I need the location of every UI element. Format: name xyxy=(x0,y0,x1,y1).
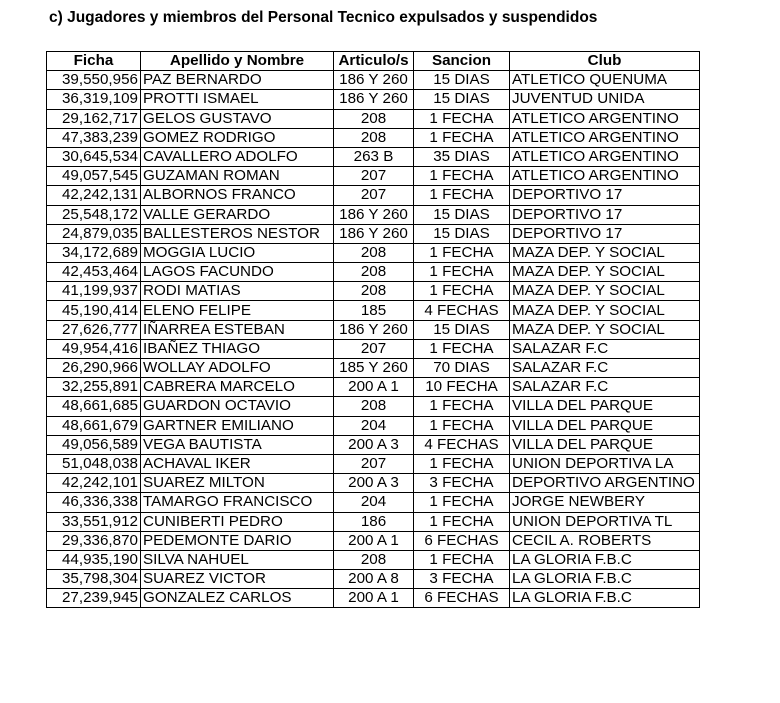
articulo-cell: 207 xyxy=(334,454,414,473)
club-cell: VILLA DEL PARQUE xyxy=(510,416,700,435)
sancion-cell: 35 DIAS xyxy=(414,147,510,166)
articulo-cell: 208 xyxy=(334,397,414,416)
section-title: c) Jugadores y miembros del Personal Tecnico expulsados y suspendidos xyxy=(49,9,598,26)
club-cell: CECIL A. ROBERTS xyxy=(510,531,700,550)
club-cell: MAZA DEP. Y SOCIAL xyxy=(510,263,700,282)
sancion-cell: 1 FECHA xyxy=(414,186,510,205)
name-cell: CUNIBERTI PEDRO xyxy=(141,512,334,531)
articulo-cell: 186 Y 260 xyxy=(334,205,414,224)
name-cell: SUAREZ MILTON xyxy=(141,474,334,493)
name-cell: GOMEZ RODRIGO xyxy=(141,128,334,147)
ficha-cell: 41,199,937 xyxy=(47,282,141,301)
club-cell: JORGE NEWBERY xyxy=(510,493,700,512)
ficha-cell: 49,954,416 xyxy=(47,339,141,358)
articulo-cell: 186 Y 260 xyxy=(334,90,414,109)
table-row xyxy=(47,589,700,608)
sancion-cell: 1 FECHA xyxy=(414,167,510,186)
club-cell: UNION DEPORTIVA TL xyxy=(510,512,700,531)
articulo-cell: 200 A 3 xyxy=(334,435,414,454)
articulo-cell: 207 xyxy=(334,339,414,358)
club-cell: ATLETICO ARGENTINO xyxy=(510,128,700,147)
club-cell: ATLETICO QUENUMA xyxy=(510,71,700,90)
name-cell: IÑARREA ESTEBAN xyxy=(141,320,334,339)
club-cell: SALAZAR F.C xyxy=(510,378,700,397)
club-cell: MAZA DEP. Y SOCIAL xyxy=(510,320,700,339)
table-row xyxy=(47,186,700,205)
club-cell: SALAZAR F.C xyxy=(510,339,700,358)
ficha-cell: 42,242,101 xyxy=(47,474,141,493)
ficha-cell: 36,319,109 xyxy=(47,90,141,109)
club-cell: ATLETICO ARGENTINO xyxy=(510,147,700,166)
ficha-cell: 42,453,464 xyxy=(47,263,141,282)
ficha-cell: 33,551,912 xyxy=(47,512,141,531)
name-cell: CAVALLERO ADOLFO xyxy=(141,147,334,166)
ficha-cell: 27,626,777 xyxy=(47,320,141,339)
sancion-cell: 1 FECHA xyxy=(414,512,510,531)
header-ficha: Ficha xyxy=(47,52,141,71)
sancion-cell: 1 FECHA xyxy=(414,243,510,262)
table-row xyxy=(47,570,700,589)
articulo-cell: 263 B xyxy=(334,147,414,166)
ficha-cell: 42,242,131 xyxy=(47,186,141,205)
sancion-cell: 4 FECHAS xyxy=(414,301,510,320)
ficha-cell: 45,190,414 xyxy=(47,301,141,320)
suspensions-table xyxy=(46,51,700,608)
ficha-cell: 47,383,239 xyxy=(47,128,141,147)
sancion-cell: 15 DIAS xyxy=(414,224,510,243)
name-cell: GUARDON OCTAVIO xyxy=(141,397,334,416)
sancion-cell: 1 FECHA xyxy=(414,493,510,512)
articulo-cell: 186 Y 260 xyxy=(334,320,414,339)
articulo-cell: 208 xyxy=(334,128,414,147)
table-row xyxy=(47,359,700,378)
name-cell: SUAREZ VICTOR xyxy=(141,570,334,589)
ficha-cell: 29,336,870 xyxy=(47,531,141,550)
table-row xyxy=(47,493,700,512)
name-cell: WOLLAY ADOLFO xyxy=(141,359,334,378)
sancion-cell: 1 FECHA xyxy=(414,282,510,301)
club-cell: DEPORTIVO 17 xyxy=(510,186,700,205)
ficha-cell: 49,057,545 xyxy=(47,167,141,186)
name-cell: RODI MATIAS xyxy=(141,282,334,301)
club-cell: MAZA DEP. Y SOCIAL xyxy=(510,243,700,262)
articulo-cell: 208 xyxy=(334,243,414,262)
sancion-cell: 4 FECHAS xyxy=(414,435,510,454)
articulo-cell: 207 xyxy=(334,167,414,186)
table-row xyxy=(47,224,700,243)
name-cell: MOGGIA LUCIO xyxy=(141,243,334,262)
table-row xyxy=(47,531,700,550)
club-cell: JUVENTUD UNIDA xyxy=(510,90,700,109)
articulo-cell: 208 xyxy=(334,109,414,128)
table-row xyxy=(47,147,700,166)
table-row xyxy=(47,282,700,301)
sancion-cell: 1 FECHA xyxy=(414,416,510,435)
name-cell: SILVA NAHUEL xyxy=(141,550,334,569)
ficha-cell: 24,879,035 xyxy=(47,224,141,243)
articulo-cell: 185 xyxy=(334,301,414,320)
articulo-cell: 186 Y 260 xyxy=(334,71,414,90)
table-body xyxy=(47,71,700,608)
table-row xyxy=(47,71,700,90)
sancion-cell: 15 DIAS xyxy=(414,71,510,90)
sancion-cell: 10 FECHA xyxy=(414,378,510,397)
articulo-cell: 186 xyxy=(334,512,414,531)
sancion-cell: 6 FECHAS xyxy=(414,589,510,608)
table-row xyxy=(47,243,700,262)
sancion-cell: 6 FECHAS xyxy=(414,531,510,550)
articulo-cell: 208 xyxy=(334,282,414,301)
club-cell: LA GLORIA F.B.C xyxy=(510,589,700,608)
name-cell: ACHAVAL IKER xyxy=(141,454,334,473)
articulo-cell: 185 Y 260 xyxy=(334,359,414,378)
ficha-cell: 49,056,589 xyxy=(47,435,141,454)
sancion-cell: 3 FECHA xyxy=(414,570,510,589)
name-cell: GUZAMAN ROMAN xyxy=(141,167,334,186)
club-cell: UNION DEPORTIVA LA xyxy=(510,454,700,473)
table-row xyxy=(47,205,700,224)
table-row xyxy=(47,109,700,128)
sancion-cell: 1 FECHA xyxy=(414,454,510,473)
ficha-cell: 48,661,679 xyxy=(47,416,141,435)
sancion-cell: 1 FECHA xyxy=(414,397,510,416)
club-cell: DEPORTIVO 17 xyxy=(510,205,700,224)
table-row xyxy=(47,550,700,569)
ficha-cell: 35,798,304 xyxy=(47,570,141,589)
sancion-cell: 1 FECHA xyxy=(414,263,510,282)
club-cell: SALAZAR F.C xyxy=(510,359,700,378)
ficha-cell: 25,548,172 xyxy=(47,205,141,224)
club-cell: ATLETICO ARGENTINO xyxy=(510,109,700,128)
name-cell: ELENO FELIPE xyxy=(141,301,334,320)
table-row xyxy=(47,454,700,473)
sancion-cell: 1 FECHA xyxy=(414,109,510,128)
club-cell: DEPORTIVO 17 xyxy=(510,224,700,243)
name-cell: GELOS GUSTAVO xyxy=(141,109,334,128)
table-row xyxy=(47,474,700,493)
name-cell: LAGOS FACUNDO xyxy=(141,263,334,282)
ficha-cell: 44,935,190 xyxy=(47,550,141,569)
articulo-cell: 200 A 1 xyxy=(334,589,414,608)
articulo-cell: 204 xyxy=(334,416,414,435)
name-cell: PAZ BERNARDO xyxy=(141,71,334,90)
articulo-cell: 200 A 8 xyxy=(334,570,414,589)
table-row xyxy=(47,128,700,147)
club-cell: MAZA DEP. Y SOCIAL xyxy=(510,301,700,320)
sancion-cell: 15 DIAS xyxy=(414,320,510,339)
header-articulos: Articulo/s xyxy=(334,52,414,71)
articulo-cell: 200 A 3 xyxy=(334,474,414,493)
ficha-cell: 34,172,689 xyxy=(47,243,141,262)
table-row xyxy=(47,167,700,186)
name-cell: GARTNER EMILIANO xyxy=(141,416,334,435)
name-cell: CABRERA MARCELO xyxy=(141,378,334,397)
table-row xyxy=(47,416,700,435)
ficha-cell: 26,290,966 xyxy=(47,359,141,378)
name-cell: TAMARGO FRANCISCO xyxy=(141,493,334,512)
club-cell: ATLETICO ARGENTINO xyxy=(510,167,700,186)
name-cell: IBAÑEZ THIAGO xyxy=(141,339,334,358)
club-cell: VILLA DEL PARQUE xyxy=(510,435,700,454)
name-cell: VEGA BAUTISTA xyxy=(141,435,334,454)
articulo-cell: 207 xyxy=(334,186,414,205)
table-row xyxy=(47,263,700,282)
table-row xyxy=(47,301,700,320)
header-row xyxy=(47,52,700,71)
ficha-cell: 27,239,945 xyxy=(47,589,141,608)
ficha-cell: 48,661,685 xyxy=(47,397,141,416)
sancion-cell: 15 DIAS xyxy=(414,205,510,224)
name-cell: VALLE GERARDO xyxy=(141,205,334,224)
sancion-cell: 1 FECHA xyxy=(414,550,510,569)
ficha-cell: 51,048,038 xyxy=(47,454,141,473)
table-row xyxy=(47,378,700,397)
ficha-cell: 30,645,534 xyxy=(47,147,141,166)
ficha-cell: 39,550,956 xyxy=(47,71,141,90)
name-cell: PEDEMONTE DARIO xyxy=(141,531,334,550)
club-cell: VILLA DEL PARQUE xyxy=(510,397,700,416)
club-cell: MAZA DEP. Y SOCIAL xyxy=(510,282,700,301)
sancion-cell: 1 FECHA xyxy=(414,128,510,147)
articulo-cell: 208 xyxy=(334,550,414,569)
name-cell: GONZALEZ CARLOS xyxy=(141,589,334,608)
sancion-cell: 3 FECHA xyxy=(414,474,510,493)
articulo-cell: 200 A 1 xyxy=(334,378,414,397)
club-cell: LA GLORIA F.B.C xyxy=(510,570,700,589)
club-cell: LA GLORIA F.B.C xyxy=(510,550,700,569)
table-row xyxy=(47,435,700,454)
sancion-cell: 70 DIAS xyxy=(414,359,510,378)
table-row xyxy=(47,320,700,339)
articulo-cell: 204 xyxy=(334,493,414,512)
articulo-cell: 200 A 1 xyxy=(334,531,414,550)
ficha-cell: 29,162,717 xyxy=(47,109,141,128)
articulo-cell: 186 Y 260 xyxy=(334,224,414,243)
header-apellido-nombre: Apellido y Nombre xyxy=(141,52,334,71)
table-row xyxy=(47,90,700,109)
name-cell: BALLESTEROS NESTOR xyxy=(141,224,334,243)
articulo-cell: 208 xyxy=(334,263,414,282)
club-cell: DEPORTIVO ARGENTINO xyxy=(510,474,700,493)
ficha-cell: 32,255,891 xyxy=(47,378,141,397)
name-cell: PROTTI ISMAEL xyxy=(141,90,334,109)
header-sancion: Sancion xyxy=(414,52,510,71)
sancion-cell: 15 DIAS xyxy=(414,90,510,109)
header-club: Club xyxy=(510,52,700,71)
table-row xyxy=(47,397,700,416)
name-cell: ALBORNOS FRANCO xyxy=(141,186,334,205)
sancion-cell: 1 FECHA xyxy=(414,339,510,358)
ficha-cell: 46,336,338 xyxy=(47,493,141,512)
table-row xyxy=(47,512,700,531)
table-row xyxy=(47,339,700,358)
